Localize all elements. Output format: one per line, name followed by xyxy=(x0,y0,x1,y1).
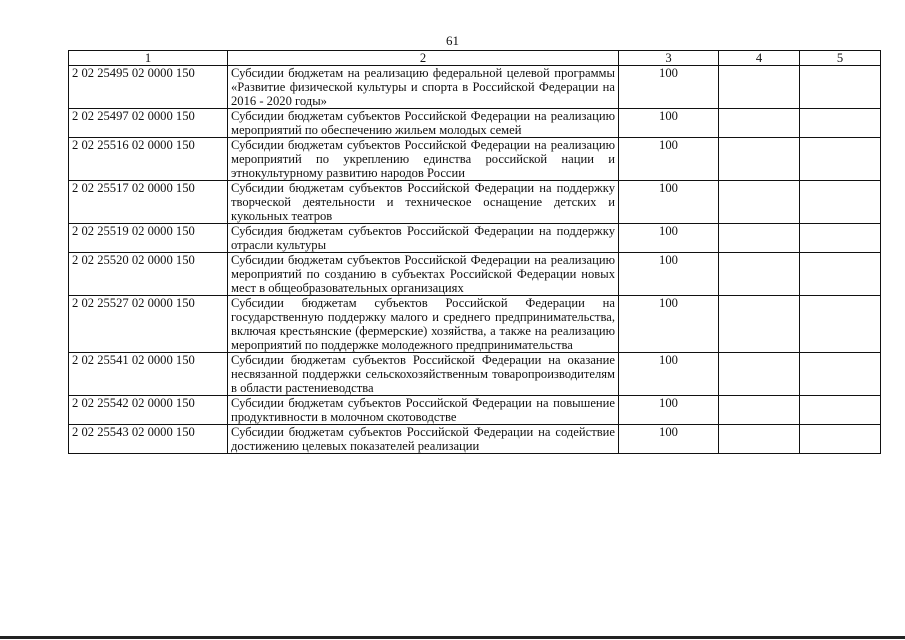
empty-cell-4 xyxy=(719,224,800,253)
empty-cell-4 xyxy=(719,353,800,396)
table-row xyxy=(69,296,881,353)
row-value: 100 xyxy=(619,296,719,353)
table-row xyxy=(69,66,881,109)
budget-table xyxy=(68,50,881,454)
row-value: 100 xyxy=(619,353,719,396)
empty-cell-5 xyxy=(800,181,881,224)
empty-cell-5 xyxy=(800,296,881,353)
empty-cell-4 xyxy=(719,253,800,296)
column-header-4: 4 xyxy=(719,51,800,66)
empty-cell-4 xyxy=(719,109,800,138)
row-value: 100 xyxy=(619,253,719,296)
budget-code: 2 02 25543 02 0000 150 xyxy=(69,425,228,454)
budget-code: 2 02 25519 02 0000 150 xyxy=(69,224,228,253)
budget-code: 2 02 25516 02 0000 150 xyxy=(69,138,228,181)
row-description: Субсидия бюджетам субъектов Российской Федерации на поддержку отрасли культуры xyxy=(228,224,619,253)
row-value: 100 xyxy=(619,224,719,253)
page-number: 61 xyxy=(446,33,459,48)
empty-cell-5 xyxy=(800,138,881,181)
row-description: Субсидии бюджетам субъектов Российской Федерации на реализацию мероприятий по созданию в субъектах Российской Федерации новых мест в общеобразовательных организациях xyxy=(228,253,619,296)
budget-code: 2 02 25527 02 0000 150 xyxy=(69,296,228,353)
budget-code: 2 02 25541 02 0000 150 xyxy=(69,353,228,396)
empty-cell-4 xyxy=(719,138,800,181)
row-value: 100 xyxy=(619,425,719,454)
row-description: Субсидии бюджетам субъектов Российской Федерации на реализацию мероприятий по обеспечению жильем молодых семей xyxy=(228,109,619,138)
table-row xyxy=(69,396,881,425)
row-description: Субсидии бюджетам субъектов Российской Федерации на реализацию мероприятий по укреплению единства российской нации и этнокультурному развитию народов России xyxy=(228,138,619,181)
budget-code: 2 02 25495 02 0000 150 xyxy=(69,66,228,109)
empty-cell-5 xyxy=(800,253,881,296)
row-description: Субсидии бюджетам субъектов Российской Федерации на оказание несвязанной поддержки сельскохозяйственным товаропроизводителям в области растениеводства xyxy=(228,353,619,396)
row-value: 100 xyxy=(619,138,719,181)
row-value: 100 xyxy=(619,181,719,224)
column-header-3: 3 xyxy=(619,51,719,66)
budget-code: 2 02 25497 02 0000 150 xyxy=(69,109,228,138)
table-row xyxy=(69,353,881,396)
row-description: Субсидии бюджетам субъектов Российской Федерации на государственную поддержку малого и среднего предпринимательства, включая крестьянские (фермерские) хозяйства, а также на реализацию мероприятий по поддержке молодежного предпринимательства xyxy=(228,296,619,353)
table-row xyxy=(69,181,881,224)
empty-cell-4 xyxy=(719,425,800,454)
row-description: Субсидии бюджетам субъектов Российской Федерации на содействие достижению целевых показателей реализации xyxy=(228,425,619,454)
table-row xyxy=(69,425,881,454)
column-header-1: 1 xyxy=(69,51,228,66)
empty-cell-5 xyxy=(800,396,881,425)
empty-cell-4 xyxy=(719,181,800,224)
column-header-5: 5 xyxy=(800,51,881,66)
row-description: Субсидии бюджетам на реализацию федеральной целевой программы «Развитие физической культуры и спорта в Российской Федерации на 2016 - 2020 годы» xyxy=(228,66,619,109)
row-value: 100 xyxy=(619,66,719,109)
table-row xyxy=(69,253,881,296)
table-row xyxy=(69,224,881,253)
row-value: 100 xyxy=(619,109,719,138)
budget-code: 2 02 25520 02 0000 150 xyxy=(69,253,228,296)
table-row xyxy=(69,109,881,138)
row-value: 100 xyxy=(619,396,719,425)
empty-cell-4 xyxy=(719,296,800,353)
budget-code: 2 02 25542 02 0000 150 xyxy=(69,396,228,425)
table-header-row xyxy=(69,51,881,66)
empty-cell-5 xyxy=(800,66,881,109)
table-row xyxy=(69,138,881,181)
row-description: Субсидии бюджетам субъектов Российской Федерации на поддержку творческой деятельности и техническое оснащение детских и кукольных театров xyxy=(228,181,619,224)
row-description: Субсидии бюджетам субъектов Российской Федерации на повышение продуктивности в молочном скотоводстве xyxy=(228,396,619,425)
empty-cell-5 xyxy=(800,353,881,396)
empty-cell-5 xyxy=(800,109,881,138)
empty-cell-5 xyxy=(800,224,881,253)
empty-cell-4 xyxy=(719,66,800,109)
empty-cell-5 xyxy=(800,425,881,454)
budget-code: 2 02 25517 02 0000 150 xyxy=(69,181,228,224)
scan-edge-line xyxy=(0,636,905,639)
column-header-2: 2 xyxy=(228,51,619,66)
empty-cell-4 xyxy=(719,396,800,425)
